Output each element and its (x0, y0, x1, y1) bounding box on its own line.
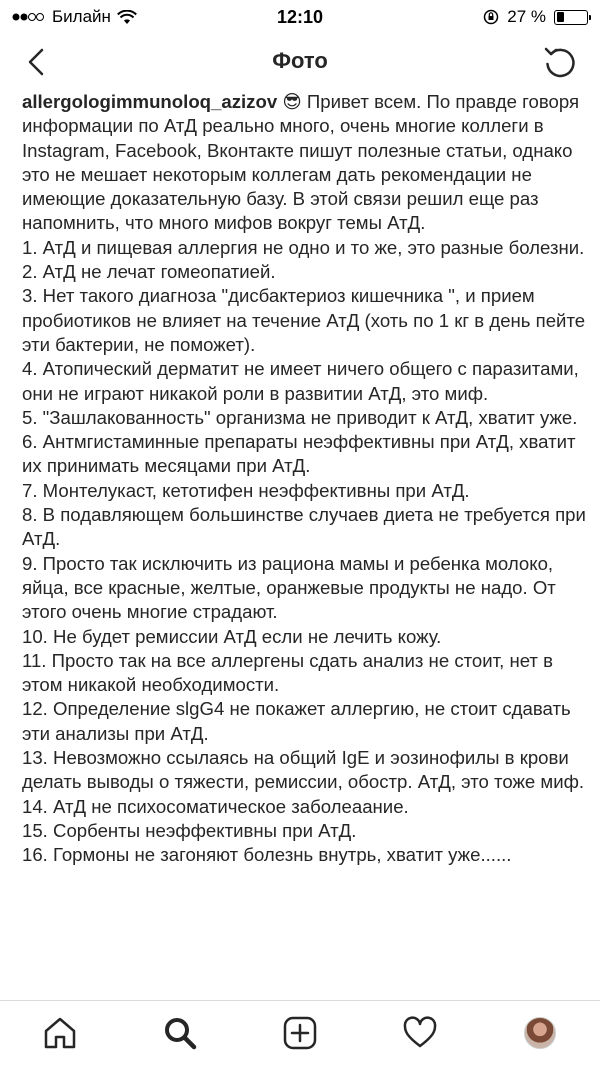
post-username[interactable]: allergologimmunoloq_azizov (22, 91, 278, 112)
tab-search[interactable] (160, 1013, 200, 1053)
list-item: 14. АтД не психосоматическое заболеаание. (22, 795, 409, 817)
list-item: 10. Не будет ремиссии АтД если не лечить кожу. (22, 625, 442, 647)
orientation-lock-icon (483, 9, 499, 25)
heart-icon (402, 1015, 438, 1051)
search-icon (162, 1015, 198, 1051)
sunglasses-emoji-icon: 😎 (282, 91, 302, 112)
status-bar (0, 0, 600, 34)
list-item: 12. Определение slgG4 не покажет аллергию, не стоит сдавать эти анализы при АтД. (22, 698, 571, 744)
list-item: 9. Просто так исключить из рациона мамы и ребенка молоко, яйца, все красные, желтые, оранжевые продукты не надо. От этого очень многие страдают. (22, 552, 556, 623)
add-post-icon (282, 1015, 318, 1051)
list-item: 16. Гормоны не загоняют болезнь внутрь, хватит уже...... (22, 844, 512, 866)
status-time: 12:10 (276, 7, 324, 27)
status-right (483, 7, 588, 27)
battery-icon (554, 10, 588, 25)
list-item: 6. Антмгистаминные препараты неэффективны при АтД, хватит их принимать месяцами при АтД. (22, 431, 576, 477)
tab-profile[interactable] (520, 1013, 560, 1053)
tab-new-post[interactable] (280, 1013, 320, 1053)
list-item: 11. Просто так на все аллергены сдать анализ не стоит, нет в этом никакой необходимости. (22, 649, 553, 696)
list-item: 8. В подавляющем большинстве случаев диета не требуется при АтД. (22, 504, 586, 550)
tab-activity[interactable] (400, 1013, 440, 1053)
list-item: 5. "Зашлакованность" организма не приводит к АтД, хватит уже. (22, 406, 578, 428)
post-caption (22, 90, 586, 236)
list-item: 13. Невозможно ссылаясь на общий IgE и эозинофилы в крови делать выводы о тяжести, ремиссии, обостр. АтД, это тоже миф. (22, 747, 585, 793)
home-icon (42, 1015, 78, 1051)
list-item: 15. Сорбенты неэффективны при АтД. (22, 819, 357, 841)
myth-list (22, 236, 586, 868)
list-item: 3. Нет такого диагноза "дисбактериоз кишечника ", и прием пробиотиков не влияет на течение АтД (хоть по 1 кг в день пейте эти бактерии, не поможет). (22, 285, 586, 355)
list-item: 7. Монтелукаст, кетотифен неэффективны при АтД. (22, 479, 470, 501)
list-item: 2. АтД не лечат гомеопатией. (22, 261, 276, 283)
list-item: 1. АтД и пищевая аллергия не одно и то же, это разные болезни. (22, 236, 585, 258)
battery-percent: 27 % (507, 7, 546, 26)
page-title: Фото (272, 48, 328, 73)
tab-home[interactable] (40, 1013, 80, 1053)
nav-bar (0, 34, 600, 90)
tab-bar (0, 1000, 600, 1066)
profile-avatar (524, 1017, 556, 1049)
battery-fill (557, 12, 565, 22)
refresh-icon (538, 40, 582, 84)
list-item: 4. Атопический дерматит не имеет ничего общего с паразитами, они не играют никакой роли в развитии АтД, это миф. (22, 358, 579, 404)
post-caption-area (22, 90, 586, 1002)
caption-intro: Привет всем. По правде говоря информации по АтД реально много, очень многие коллеги в Instagram, Facebook, Вконтакте пишут полезные статьи, однако это не мешает некоторым коллегам дать рекомендации не имеющие доказательную базу. В этой связи решил еще раз напомнить, что много мифов вокруг темы АтД. (22, 91, 580, 234)
refresh-button[interactable] (538, 40, 582, 84)
carrier-name: Билайн (52, 7, 111, 26)
